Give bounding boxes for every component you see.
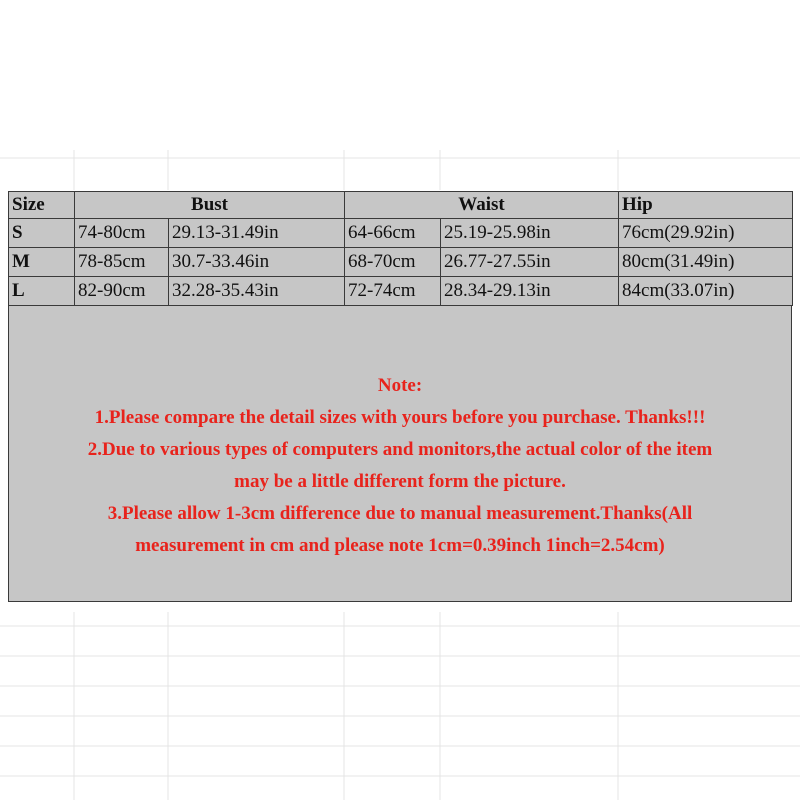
- table-row: [9, 277, 793, 306]
- waist-cm-cell: 64-66cm: [345, 219, 441, 248]
- note-line: may be a little different form the picture.: [234, 471, 566, 492]
- size-cell: M: [9, 248, 75, 277]
- table-header-row: [9, 192, 793, 219]
- bust-cm-cell: 78-85cm: [75, 248, 169, 277]
- note-line: 3.Please allow 1-3cm difference due to manual measurement.Thanks(All: [107, 503, 693, 524]
- header-waist: Waist: [345, 192, 619, 219]
- size-cell: S: [9, 219, 75, 248]
- note-line: 2.Due to various types of computers and monitors,the actual color of the item: [87, 439, 713, 460]
- bust-cm-cell: 74-80cm: [75, 219, 169, 248]
- bust-in-cell: 30.7-33.46in: [169, 248, 345, 277]
- table-row: [9, 248, 793, 277]
- size-chart-sheet: [8, 191, 792, 602]
- note-title: Note:: [377, 375, 423, 396]
- waist-cm-cell: 72-74cm: [345, 277, 441, 306]
- note-line: 1.Please compare the detail sizes with yours before you purchase. Thanks!!!: [94, 407, 706, 428]
- hip-cell: 84cm(33.07in): [619, 277, 793, 306]
- waist-cm-cell: 68-70cm: [345, 248, 441, 277]
- waist-in-cell: 28.34-29.13in: [441, 277, 619, 306]
- header-size: Size: [9, 192, 75, 219]
- hip-cell: 80cm(31.49in): [619, 248, 793, 277]
- note-line: measurement in cm and please note 1cm=0.39inch 1inch=2.54cm): [135, 535, 665, 556]
- size-table: [8, 191, 793, 306]
- bust-in-cell: 32.28-35.43in: [169, 277, 345, 306]
- table-row: [9, 219, 793, 248]
- note-box: [8, 306, 792, 602]
- waist-in-cell: 25.19-25.98in: [441, 219, 619, 248]
- hip-cell: 76cm(29.92in): [619, 219, 793, 248]
- bust-cm-cell: 82-90cm: [75, 277, 169, 306]
- header-bust: Bust: [75, 192, 345, 219]
- size-cell: L: [9, 277, 75, 306]
- bust-in-cell: 29.13-31.49in: [169, 219, 345, 248]
- header-hip: Hip: [619, 192, 793, 219]
- waist-in-cell: 26.77-27.55in: [441, 248, 619, 277]
